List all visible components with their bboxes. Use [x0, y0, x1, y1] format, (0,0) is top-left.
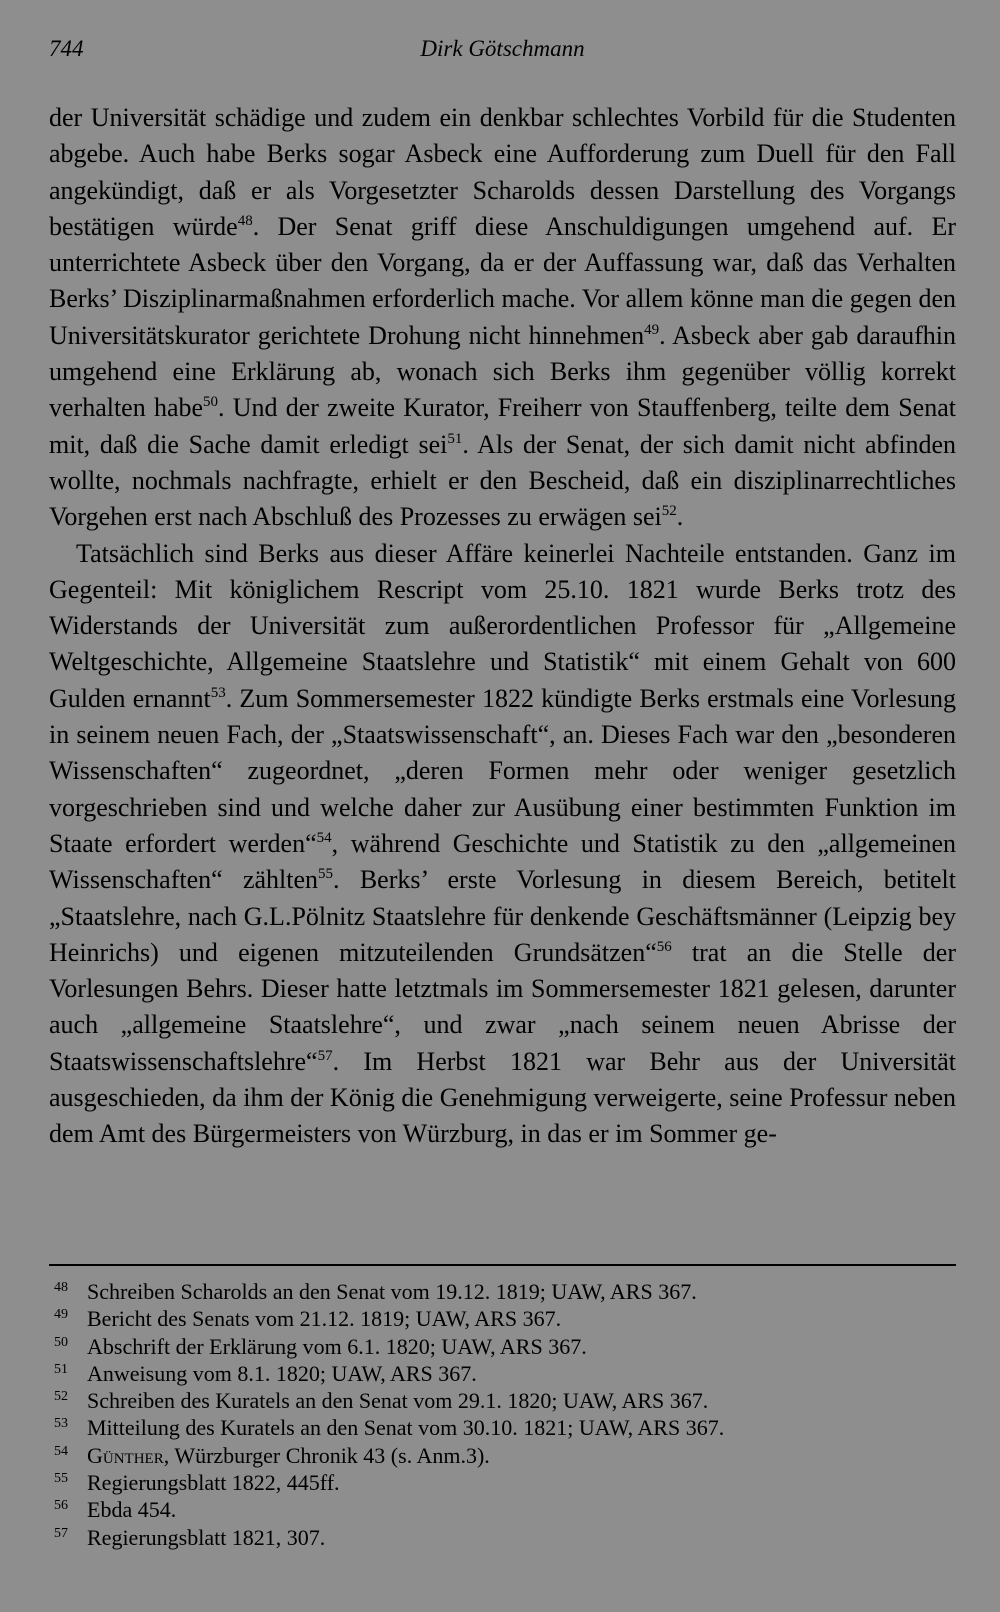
- footnote-number: 53: [54, 1416, 68, 1432]
- footnote-text: Mitteilung des Kuratels an den Senat vom 30.10. 1821; UAW, ARS 367.: [87, 1415, 725, 1441]
- footnote-reference[interactable]: 49: [644, 321, 660, 338]
- footnote-text: Schreiben Scharolds an den Senat vom 19.12. 1819; UAW, ARS 367.: [87, 1279, 697, 1304]
- footnote-number: 49: [54, 1307, 68, 1323]
- footnote-text: Regierungsblatt 1822, 445ff.: [87, 1470, 340, 1496]
- footnote-number: 56: [54, 1498, 68, 1514]
- running-title: Dirk Götschmann: [420, 36, 585, 61]
- footnote-reference[interactable]: 48: [237, 212, 253, 229]
- text-run: . Im Herbst 1821 war Behr aus der Universität ausgeschieden, da ihm der König die Genehmigung verweigerte, seine Professur neben dem Amt des Bürgermeisters von Würzburg, in das er im Sommer ge-: [49, 1046, 956, 1149]
- footnote-number: 55: [54, 1471, 68, 1487]
- footnote-number: 54: [54, 1443, 68, 1459]
- footnote-text: Regierungsblatt 1821, 307.: [87, 1524, 326, 1550]
- text-run: . Der Senat griff diese Anschuldigungen umgehend auf. Er unterrichtete Asbeck über den Vorgang, da er der Auffassung war, daß das Verhalten Berks’ Disziplinarmaßnahmen erforderlich mache. Vor allem könne man die gegen den Universitätskurator gerichtete Drohung nicht hinnehmen: [49, 211, 956, 350]
- footnote-reference[interactable]: 50: [203, 394, 219, 411]
- footnote: [49, 1414, 956, 1441]
- body-paragraph: [49, 536, 956, 1153]
- footnote-text: Anweisung vom 8.1. 1820; UAW, ARS 367.: [87, 1360, 477, 1386]
- text-run: . Berks’ erste Vorlesung in diesem Bereich, betitelt „Staatslehre, nach G.L.Pölnitz Staatslehre für denkende Geschäftsmänner (Leipzig bey Heinrichs) und eigenen mitzuteilenden Grundsätzen“: [49, 865, 956, 967]
- footnote-reference[interactable]: 56: [656, 938, 672, 955]
- footnote-number: 48: [54, 1280, 68, 1295]
- footnote: [49, 1360, 956, 1387]
- body-paragraph: [49, 100, 956, 536]
- footnote: [49, 1442, 956, 1469]
- footnote-number: 50: [54, 1334, 68, 1350]
- footnotes: [49, 1278, 956, 1551]
- text-run: . Zum Sommersemester 1822 kündigte Berks erstmals eine Vorlesung in seinem neuen Fach, der „Staatswissenschaft“, an. Dieses Fach war den „besonderen Wissenschaften“ zugeordnet, „deren Formen mehr oder weniger gesetzlich vorgeschrieben sind und welche daher zur Ausübung einer bestimmten Funktion im Staate erfordert werden“: [49, 683, 956, 858]
- footnote-number: 52: [54, 1389, 68, 1405]
- main-text: [49, 100, 956, 1153]
- footnote-reference[interactable]: 55: [318, 866, 334, 883]
- footnote: [49, 1278, 956, 1305]
- page-number: 744: [49, 36, 84, 61]
- footnote-reference[interactable]: 52: [661, 503, 677, 520]
- footnote-text: Bericht des Senats vom 21.12. 1819; UAW, ARS 367.: [87, 1306, 562, 1332]
- text-run: . Als der Senat, der sich damit nicht abfinden wollte, nochmals nachfragte, erhielt er den Bescheid, daß ein disziplinarrechtliches Vorgehen erst nach Abschluß des Prozesses zu erwägen sei: [49, 429, 957, 532]
- footnote-reference[interactable]: 51: [447, 430, 463, 447]
- footnote-reference[interactable]: 54: [316, 829, 332, 846]
- text-run: Tatsächlich sind Berks aus dieser Affäre keinerlei Nachteile entstanden. Ganz im Gegenteil: Mit königlichem Rescript vom 25.10. 1821 wurde Berks trotz des Widerstands der Universität zum außerordentlichen Professor für „Allgemeine Weltgeschichte, Allgemeine Staatslehre und Statistik“ mit einem Gehalt von 600 Gulden ernannt: [49, 538, 956, 713]
- footnote-text: Ebda 454.: [87, 1497, 177, 1523]
- text-run: . Und der zweite Kurator, Freiherr von Stauffenberg, teilte dem Senat mit, daß die Sache damit erledigt sei: [49, 393, 956, 459]
- footnote-text: , Würzburger Chronik 43 (s. Anm.3).: [163, 1442, 490, 1468]
- footnote-text: Abschrift der Erklärung vom 6.1. 1820; UAW, ARS 367.: [87, 1333, 587, 1359]
- footnote: [49, 1496, 956, 1523]
- footnote-separator: [49, 1264, 956, 1266]
- text-run: der Universität schädige und zudem ein denkbar schlechtes Vorbild für die Studenten abgebe. Auch habe Berks sogar Asbeck eine Aufforderung zum Duell für den Fall angekündigt, daß er als Vorgesetzter Scharolds dessen Darstellung des Vorgangs bestätigen würde: [49, 103, 956, 241]
- page-header: [49, 36, 956, 70]
- footnote: [49, 1469, 956, 1496]
- text-run: , während Geschichte und Statistik zu den „allgemeinen Wissenschaften“ zählten: [49, 828, 956, 895]
- text-run: . Asbeck aber gab daraufhin umgehend eine Erklärung ab, wonach sich Berks ihm gegenüber völlig korrekt verhalten habe: [49, 320, 956, 423]
- footnote-reference[interactable]: 57: [317, 1047, 333, 1064]
- footnote-number: 57: [54, 1525, 68, 1541]
- footnote: [49, 1305, 956, 1332]
- text-run: trat an die Stelle der Vorlesungen Behrs. Dieser hatte letztmals im Sommersemester 1821 gelesen, darunter auch „allgemeine Staatslehre“, und zwar „nach seinem neuen Abrisse der Staatswissenschaftslehre“: [49, 937, 957, 1076]
- footnote-author: Günther: [87, 1442, 164, 1468]
- footnote-reference[interactable]: 53: [210, 684, 226, 701]
- text-run: .: [676, 502, 684, 532]
- footnote: [49, 1333, 956, 1360]
- footnote-number: 51: [54, 1361, 68, 1377]
- footnote: [49, 1524, 956, 1551]
- footnote-text: Schreiben des Kuratels an den Senat vom 29.1. 1820; UAW, ARS 367.: [87, 1388, 709, 1414]
- footnote: [49, 1387, 956, 1414]
